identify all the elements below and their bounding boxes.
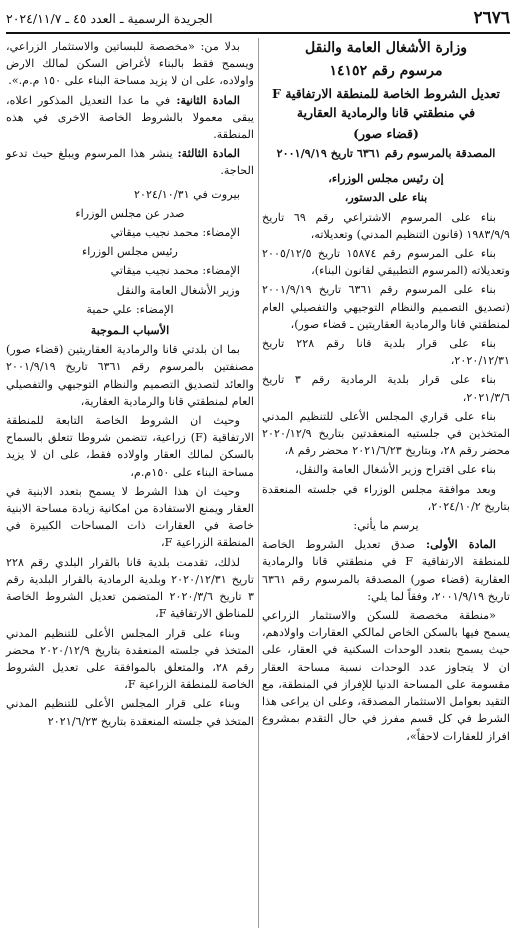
preamble-paragraph: بناء على قرار بلدية قانا رقم ٢٢٨ تاريخ ٢٠٢٠/١٢/٣١، xyxy=(262,337,510,368)
preamble-paragraph: وبعد موافقة مجلس الوزراء في جلسته المنعقدة بتاريخ ٢٠٢٤/١٠/٢، xyxy=(262,482,510,513)
caza: (قضاء صور) xyxy=(353,126,419,141)
signature-pm: الإمضاء: محمد نجيب ميقاتي xyxy=(110,226,240,240)
preamble-paragraph: بناء على المرسوم رقم ١٥٨٧٤ تاريخ ٢٠٠٥/١٢/٥ وتعديلاته (المرسوم التطبيقي لقانون البناء)، xyxy=(262,247,510,278)
reason-paragraph: وحيث ان هذا الشرط لا يسمح بتعدد الابنية في العقار ويمنع الاستفادة من امكانية زيادة مساحة الابنية خاصة في العقارات ذات المساحات الكبيرة في المنطقة الزراعية F، xyxy=(6,484,254,550)
signature-pm-2: الإمضاء: محمد نجيب ميقاتي xyxy=(110,264,240,278)
pm-title: رئيس مجلس الوزراء xyxy=(82,245,178,259)
reason-paragraph: لذلك، تقدمت بلدية قانا بالقرار البلدي رقم ٢٢٨ تاريخ ٢٠٢٠/١٢/٣١ وبلدية الرمادية بالقرار البلدية رقم ٣ تاريخ ٢٠٢٠/٣/٦ المتضمن تعديل الشروط الخاصة للمناطق الارتفاقية F، xyxy=(6,555,255,621)
preamble-paragraph: بناء على قرار بلدية الرمادية رقم ٣ تاريخ ٢٠٢١/٣/٦، xyxy=(262,373,510,404)
issued-by: صدر عن مجلس الوزراء xyxy=(75,206,185,220)
article-1-text: صدق تعديل الشروط الخاصة للمنطقة الارتفاقية F في منطقتي قانا والرمادية العقارية (قضاء صور) المصدقة بالمرسوم رقم ٦٣٦١ تاريخ ٢٠٠١/٩/١٩، وفقاً لما يلي: xyxy=(262,538,510,603)
article-1-quote: «منطقة مخصصة للسكن والاستثمار الزراعي يسمح فيها بالسكن الخاص لمالكي العقارات واولادهم، حيث يسمح بتعدد الوحدات السكنية في العقار، على ان لا يتجاوز عدد الوحدات نسبة مساحة العقار مقسومة على المساحة الدنيا للإفراز في المنطقة، مع التقيد بعوامل الاستثمار المصدقة، وعلى ان يراعى هذا الشرط في كل قسم مفرز في حال التقدم بمشروع افراز للعقارات لاحقاً»، xyxy=(262,609,510,743)
signature-minister: الإمضاء: علي حمية xyxy=(86,302,174,316)
article-3 xyxy=(6,145,254,179)
article-1-label: المادة الأولى: xyxy=(425,537,496,552)
article-2-label: المادة الثانية: xyxy=(176,92,240,107)
header-rule xyxy=(6,32,510,34)
preamble-paragraph: بناء على المرسوم رقم ٦٣٦١ تاريخ ٢٠٠١/٩/١٩ (تصديق التصميم والنظام التوجيهي والتفصيلي العام لمنطقتي قانا والرمادية العقاريتين ـ قضاء صور)، xyxy=(262,283,510,331)
constitution-line: بناء على الدستور، xyxy=(344,190,428,205)
preamble-paragraph: بناء على اقتراح وزير الأشغال العامة والنقل، xyxy=(295,463,496,477)
president-line: إن رئيس مجلس الوزراء، xyxy=(328,171,444,186)
page-header xyxy=(6,6,510,30)
minister-title: وزير الأشغال العامة والنقل xyxy=(116,283,240,297)
date-line: بيروت في ٢٠٢٤/١٠/٣١ xyxy=(133,187,240,201)
column-divider xyxy=(258,38,259,928)
article-2 xyxy=(6,92,254,144)
issue-line: الجريدة الرسمية ـ العدد ٤٥ ـ ٢٠٢٤/١١/٧ xyxy=(6,10,213,26)
decrees-line: يرسم ما يأتي: xyxy=(353,519,419,533)
reason-paragraph: وبناء على قرار المجلس الأعلى للتنظيم المدني المتخذ في جلسته المنعقدة بتاريخ ٢٠٢١/٦/٢٣ xyxy=(6,697,254,728)
approved-by: المصدقة بالمرسوم رقم ٦٣٦١ تاريخ ٢٠٠١/٩/١٩ xyxy=(276,146,496,160)
preamble-paragraph: بناء على المرسوم الاشتراعي رقم ٦٩ تاريخ ١٩٨٣/٩/٩ (قانون التنظيم المدني) وتعديلاته، xyxy=(262,210,510,241)
right-column xyxy=(262,38,510,747)
decree-number: مرسوم رقم ١٤١٥٢ xyxy=(329,63,443,79)
article-1 xyxy=(262,536,510,605)
article-3-label: المادة الثالثة: xyxy=(177,146,240,161)
article-3-text: ينشر هذا المرسوم ويبلغ حيث تدعو الحاجة. xyxy=(6,147,254,178)
article-2-text: في ما عدا التعديل المذكور اعلاه، يبقى معمولا بالشروط الخاصة الاخرى في هذه المنطقة. xyxy=(6,93,254,142)
reasons-title: الأسباب الـموجبة xyxy=(90,323,170,338)
decree-title: تعديل الشروط الخاصة للمنطقة الارتفاقية F في منطقتي قانا والرمادية العقارية xyxy=(272,86,500,120)
reason-paragraph: وحيث ان الشروط الخاصة التابعة للمنطقة الارتفاقية (F) زراعية، تتضمن شروطا تتعلق بالسماح بالسكن لمالك العقار واولاده فقط، على ان لا يزيد مساحة البناء على ١٥٠م.م، xyxy=(6,414,254,479)
reason-paragraph: وبناء على قرار المجلس الأعلى للتنظيم المدني المتخذ في جلسته المنعقدة بتاريخ ٢٠٢٠/١٢/٩ محضر رقم ٢٨، والمتعلق بالموافقة على تعديل الشروط الخاصة للمنطقة الزراعية F، xyxy=(6,626,254,692)
preamble-paragraph: بناء على قراري المجلس الأعلى للتنظيم المدني المتخذين في جلستيه المنعقدتين بتاريخ ٢٠٢٠/١٢/٩ محضر رقم ٢٨، وبتاريخ ٢٠٢١/٦/٢٣ محضر رقم ٨، xyxy=(262,409,510,458)
reason-paragraph: بما ان بلدتي قانا والرمادية العقاريتين (قضاء صور) مصنفتين بالمرسوم رقم ٦٣٦١ تاريخ ٢٠٠١/٩/١٩ والعائد لتصديق التصميم والنظام التوجيهي والتفصيلي العام لمنطقتي قانا والرمادية العقارية، xyxy=(6,343,255,408)
replace-text: بدلا من: «مخصصة للبساتين والاستثمار الزراعي، ويسمح فقط بالبناء لأغراض السكن لمالك الارض واولاده، على ان لا يزيد مساحة البناء على ١٥٠ م.م.». xyxy=(6,40,254,88)
left-column xyxy=(6,38,254,732)
ministry-title: وزارة الأشغال العامة والنقل xyxy=(305,40,467,56)
page-number: ٢٦٧٦ xyxy=(473,8,510,28)
